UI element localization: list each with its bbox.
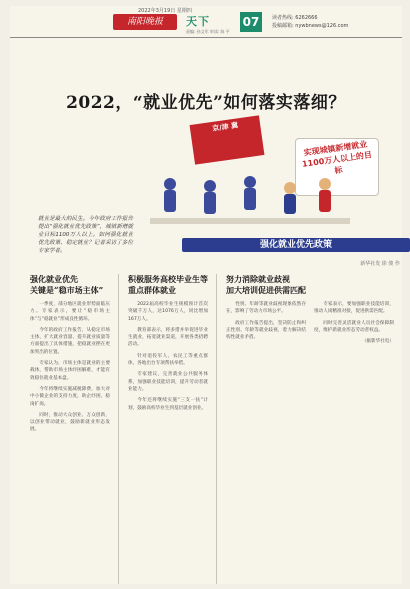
article-column-2 [128, 274, 208, 416]
page-number: 07 [240, 12, 262, 32]
cartoon-figures [130, 172, 370, 232]
red-banner [190, 115, 265, 164]
slogan-banner [182, 238, 410, 252]
contact-hotline: 读者热线: 6262666 [272, 15, 318, 21]
article-column-3 [226, 274, 394, 345]
article-byline: （据新华社电） [361, 339, 394, 345]
column-3-paragraph: 专家表示，要加强职业技能培训，推动人岗精准对接，促进供需匹配。 [314, 302, 394, 315]
column-2-paragraph: 2022届高校毕业生规模预计首次突破千万人，达1076万人，同比增加167万人。 [128, 302, 208, 322]
column-3-paragraph: 同时完善灵活就业人员社会保障制度，维护新就业形态劳动者权益。 [314, 320, 394, 333]
issue-date: 2022年3月19日 星期四 [138, 8, 192, 14]
column-2-paragraph: 今年还将继续实施“三支一扶”计划，鼓励高校毕业生到基层就业创业。 [128, 398, 208, 411]
column-3-paragraph: 性别、年龄等就业歧视现象依然存在，影响了劳动力市场公平。 [226, 302, 306, 315]
column-1-body [30, 301, 110, 434]
section-title: 天下 [186, 15, 210, 28]
contact-email: 投稿邮箱: nywbnews@126.com [272, 23, 349, 29]
column-divider [118, 274, 119, 584]
column-3-title: 努力消除就业歧视 加大培训促进供需匹配 [226, 274, 306, 295]
column-1-paragraph: 今年的政府工作报告，从稳定市场主体、扩大就业容量、提升就业质量等方面提出了具体措施，把稳就业摆在更加突出的位置。 [30, 327, 110, 355]
intro-paragraph: 就业是最大的民生。今年政府工作报告提出“强化就业优先政策”，城镇新增就业目标1100万人以上。如何强化就业优先政策、稳定就业？记者采访了多位专家学者。 [38, 216, 133, 254]
column-1-paragraph: 同时，推动大众创业、万众创新，以创业带动就业，鼓励新就业形态发展。 [30, 412, 110, 433]
hero-illustration [120, 110, 410, 270]
section-editors: 责编: 孙文军 审读: 陈 平 [186, 29, 230, 34]
column-1-paragraph: 今年将继续实施减税降费，加大对中小微企业的支持力度，助企纾困，稳岗扩岗。 [30, 386, 110, 407]
column-3-paragraph: 政府工作报告提出，坚决防止和纠正性别、年龄等就业歧视，着力解决结构性就业矛盾。 [226, 320, 306, 341]
newspaper-page [10, 6, 402, 584]
column-2-title: 积极服务高校毕业生等 重点群体就业 [128, 274, 208, 295]
headline: 2022，“就业优先”如何落实落细？ [66, 93, 346, 113]
article-column-1 [30, 274, 110, 438]
paper-logo-text: 南阳晚报 [126, 17, 163, 27]
column-2-paragraph: 专家建议，完善就业公共服务体系，加强职业技能培训，提升劳动者就业能力。 [128, 372, 208, 392]
illustration-credit: 新华社发 徐 骏 作 [360, 261, 400, 267]
slogan-text: 强化就业优先政策 [259, 240, 332, 250]
column-1-paragraph: 专家认为，市场主体是就业的主要载体，帮助市场主体纾困解难，才能有效稳住就业基本盘。 [30, 361, 110, 381]
header-rule [10, 37, 402, 38]
column-2-paragraph: 针对退役军人、农民工等重点群体，各地出台专项帮扶举措。 [128, 353, 208, 367]
column-1-title: 强化就业优先 关键是“稳市场主体” [30, 274, 104, 295]
red-banner-text: 京/津 冀 [211, 121, 239, 133]
column-2-paragraph: 教育部表示，将多措并举促进毕业生就业，拓宽就业渠道，开展各类招聘活动。 [128, 327, 208, 348]
column-3-body [226, 301, 394, 345]
column-2-body [128, 301, 208, 412]
target-bubble-text: 实现城镇新增就业1100万人以上的目标 [301, 139, 373, 176]
column-divider [216, 274, 217, 584]
paper-logo [113, 14, 177, 30]
column-1-paragraph: 一季度，部分地区就业形势面临压力。专家表示，要让“稳市场主体”与“稳就业”形成良性循环。 [30, 302, 110, 322]
contact-info [272, 14, 348, 30]
